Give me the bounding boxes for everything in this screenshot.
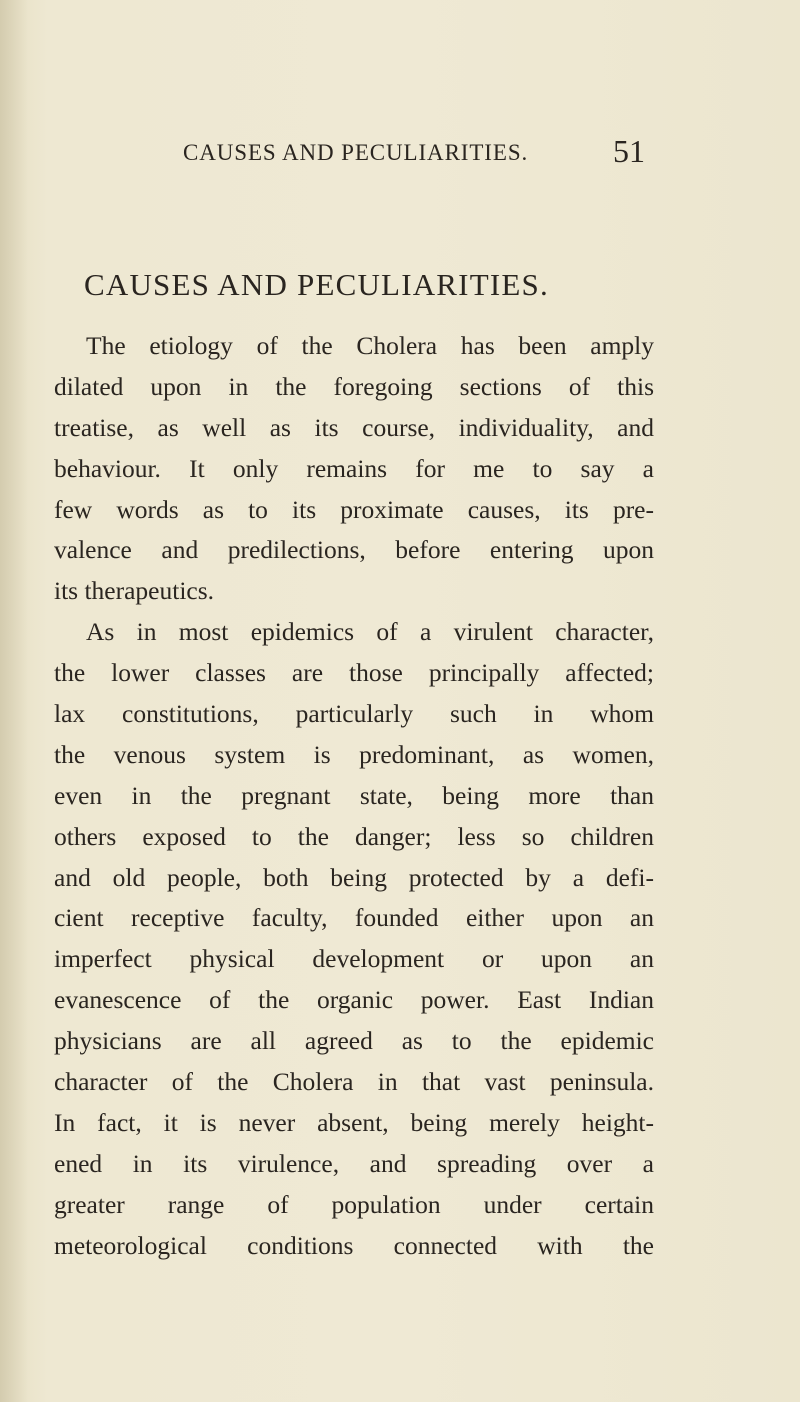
text-line: physicians are all agreed as to the epidemic [54, 1026, 654, 1056]
text-line: The etiology of the Cholera has been amply [86, 331, 654, 360]
chapter-title: CAUSES AND PECULIARITIES. [84, 267, 549, 302]
text-line: greater range of population under certain [54, 1189, 654, 1219]
text-line: others exposed to the danger; less so children [54, 821, 654, 851]
text-line: As in most epidemics of a virulent character, [86, 617, 654, 647]
text-line: evanescence of the organic power. East Indian [54, 985, 654, 1015]
text-line: meteorological conditions connected with the [54, 1230, 654, 1260]
text-line: the venous system is predominant, as women, [54, 739, 654, 769]
spine-shadow [0, 0, 28, 1402]
running-head [0, 133, 800, 170]
text-line: behaviour. It only remains for me to say a [54, 453, 654, 483]
text-line: In fact, it is never absent, being merely height- [54, 1107, 654, 1137]
text-line: few words as to its proximate causes, its pre- [54, 494, 654, 524]
running-head-title: CAUSES AND PECULIARITIES. [183, 140, 529, 165]
text-line: treatise, as well as its course, individuality, and [54, 412, 654, 442]
text-line: its therapeutics. [54, 576, 215, 606]
text-line: even in the pregnant state, being more than [54, 780, 654, 810]
text-line: valence and predilections, before entering upon [54, 535, 654, 565]
text-line: lax constitutions, particularly such in whom [54, 699, 654, 729]
text-line: ened in its virulence, and spreading over a [54, 1148, 654, 1178]
page-number: 51 [613, 133, 645, 169]
text-line: the lower classes are those principally affected; [54, 658, 654, 688]
text-line: cient receptive faculty, founded either upon an [54, 903, 654, 933]
text-line: dilated upon in the foregoing sections of this [54, 371, 654, 401]
text-line: character of the Cholera in that vast peninsula. [54, 1067, 654, 1097]
text-line: and old people, both being protected by a defi- [54, 862, 654, 892]
body-text [54, 326, 654, 1266]
text-line: imperfect physical development or upon an [54, 944, 654, 974]
